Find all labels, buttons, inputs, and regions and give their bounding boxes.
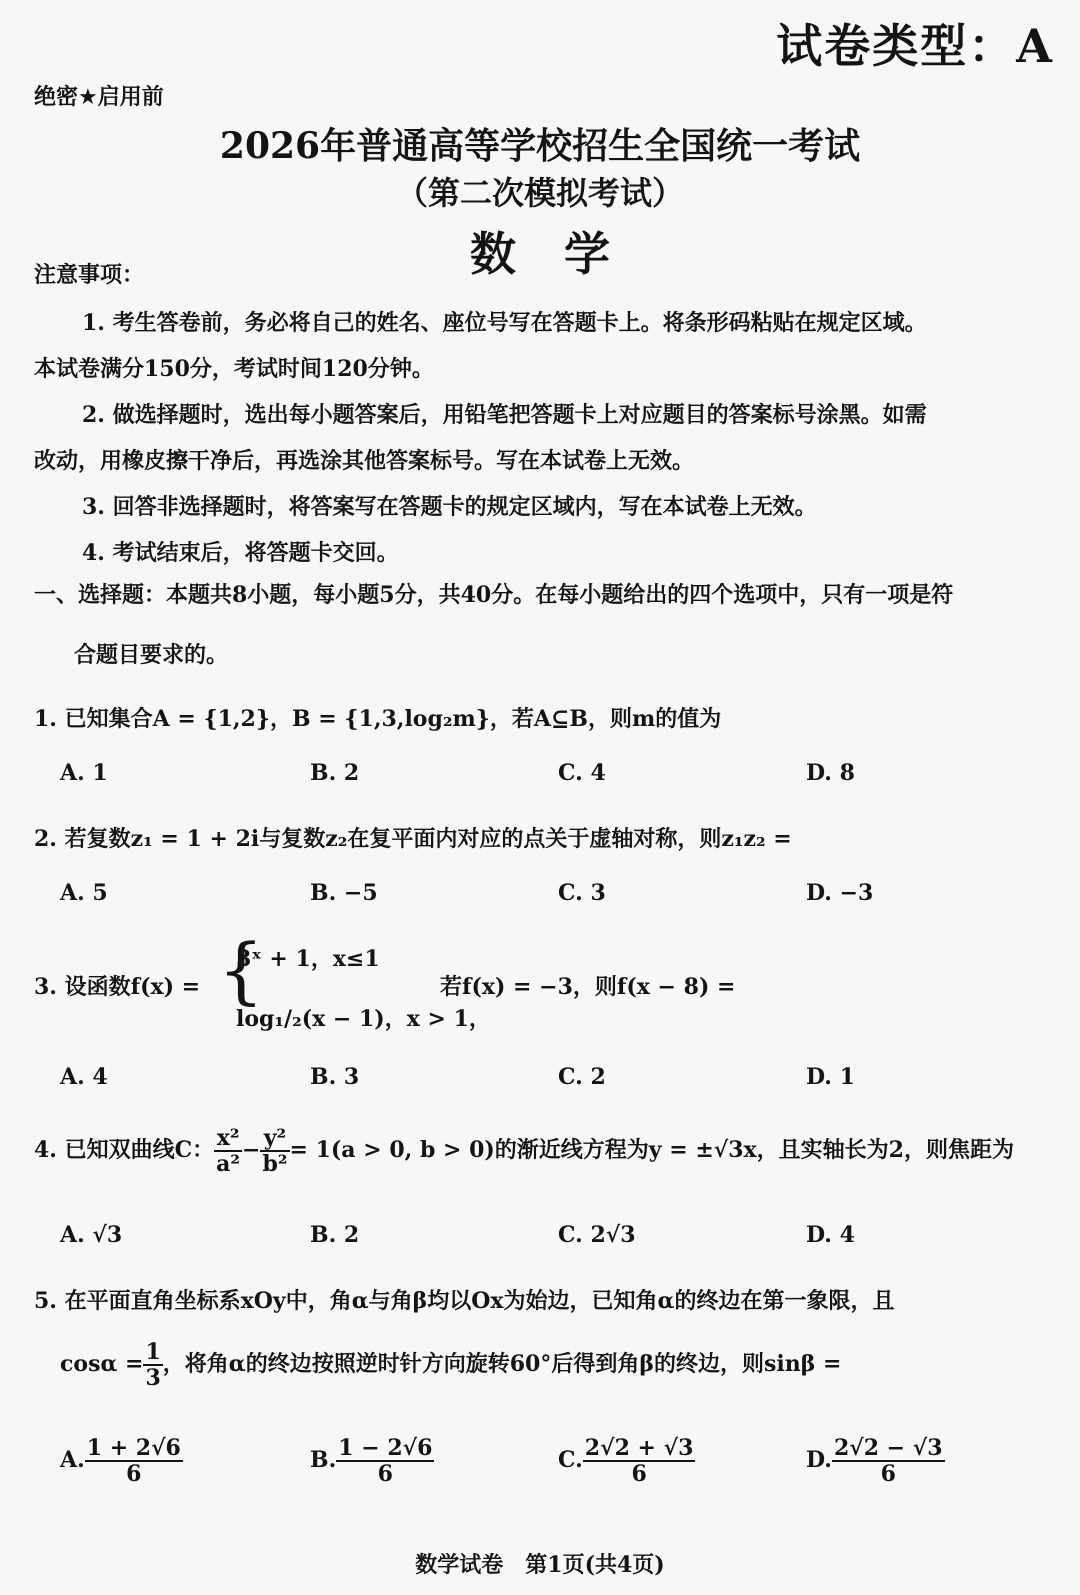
q5-cos-fraction: $\frac{1}{3}$ (145, 1339, 161, 1392)
question-2-stem: 2. 若复数z₁ = 1 + 2i与复数z₂在复平面内对应的点关于虚轴对称，则z₁z₂ = (34, 826, 792, 852)
q4-prefix: 4. 已知双曲线C： (34, 1137, 215, 1164)
note-line: 1. 考生答卷前，务必将自己的姓名、座位号写在答题卡上。将条形码粘贴在规定区域。 (82, 310, 927, 336)
q2-option-c: C. 3 (558, 880, 606, 906)
exam-title: 2026年普通高等学校招生全国统一考试 (219, 125, 861, 167)
q4-option-c: C. 2√3 (558, 1222, 636, 1248)
question-3-suffix: 若f(x) = −3，则f(x − 8) = (440, 974, 736, 1000)
q3-case-2: log₁/₂(x − 1)，x > 1， (236, 1006, 491, 1032)
q3-case-1: 3ˣ + 1，x≤1 (236, 946, 380, 972)
q4-option-a: A. √3 (60, 1222, 123, 1248)
q5-option-c: C. $\frac{2√2 + √3}{6}$ (558, 1435, 694, 1488)
paper-type: 试卷类型：A (776, 19, 1054, 73)
q4-fraction-x: $\frac{\text{x²}}{\text{a²}}$ (216, 1125, 241, 1178)
q2-option-b: B. −5 (310, 880, 378, 906)
note-line: 改动，用橡皮擦干净后，再选涂其他答案标号。写在本试卷上无效。 (34, 448, 695, 474)
note-line: 本试卷满分150分，考试时间120分钟。 (34, 356, 434, 382)
question-3-prefix: 3. 设函数f(x) = (34, 974, 201, 1000)
piecewise-brace: { (218, 928, 264, 1012)
q1-option-b: B. 2 (310, 760, 360, 786)
q1-option-a: A. 1 (60, 760, 108, 786)
q3-option-d: D. 1 (806, 1064, 855, 1090)
q2-option-a: A. 5 (60, 880, 108, 906)
section-heading: 一、选择题：本题共8小题，每小题5分，共40分。在每小题给出的四个选项中，只有一项是符 (34, 582, 954, 608)
section-heading-cont: 合题目要求的。 (74, 642, 229, 668)
q2-option-d: D. −3 (806, 880, 874, 906)
note-line: 2. 做选择题时，选出每小题答案后，用铅笔把答题卡上对应题目的答案标号涂黑。如需 (82, 402, 927, 428)
question-1-stem: 1. 已知集合A = {1,2}，B = {1,3,log₂m}，若A⊆B，则m的值为 (34, 706, 722, 732)
q5-option-a: A. $\frac{1 + 2√6}{6}$ (60, 1435, 181, 1488)
question-5-line1: 5. 在平面直角坐标系xOy中，角α与角β均以Ox为始边，已知角α的终边在第一象限，且 (34, 1288, 895, 1314)
q3-option-a: A. 4 (60, 1064, 108, 1090)
q3-option-b: B. 3 (310, 1064, 360, 1090)
question-5-line2 (60, 1340, 841, 1390)
note-line: 3. 回答非选择题时，将答案写在答题卡的规定区域内，写在本试卷上无效。 (82, 494, 817, 520)
q5-line2-text: ，将角α的终边按照逆时针方向旋转60°后得到角β的终边，则sinβ = (162, 1351, 842, 1378)
q4-minus: − (242, 1137, 261, 1164)
confidential-label: 绝密★启用前 (34, 85, 164, 110)
q5-option-d: D. $\frac{2√2 - √3}{6}$ (806, 1435, 943, 1488)
q4-suffix: = 1(a > 0, b > 0)的渐近线方程为y = ±√3x，且实轴长为2，则焦距为 (289, 1137, 1014, 1164)
notes-title: 注意事项： (34, 263, 145, 288)
question-4-stem (34, 1126, 1014, 1176)
q1-option-d: D. 8 (806, 760, 855, 786)
q4-option-d: D. 4 (806, 1222, 855, 1248)
q4-option-b: B. 2 (310, 1222, 360, 1248)
q3-option-c: C. 2 (558, 1064, 606, 1090)
page-footer: 数学试卷 第1页(共4页) (415, 1552, 665, 1578)
exam-subtitle: （第二次模拟考试） (395, 174, 684, 212)
q5-option-b: B. $\frac{1 - 2√6}{6}$ (310, 1435, 433, 1488)
q5-cos-prefix: cosα = (60, 1351, 144, 1378)
q1-option-c: C. 4 (558, 760, 606, 786)
note-line: 4. 考试结束后，将答题卡交回。 (82, 540, 399, 566)
subject-title: 数学 (470, 227, 658, 281)
q4-fraction-y: $\frac{\text{y²}}{\text{b²}}$ (262, 1125, 288, 1178)
